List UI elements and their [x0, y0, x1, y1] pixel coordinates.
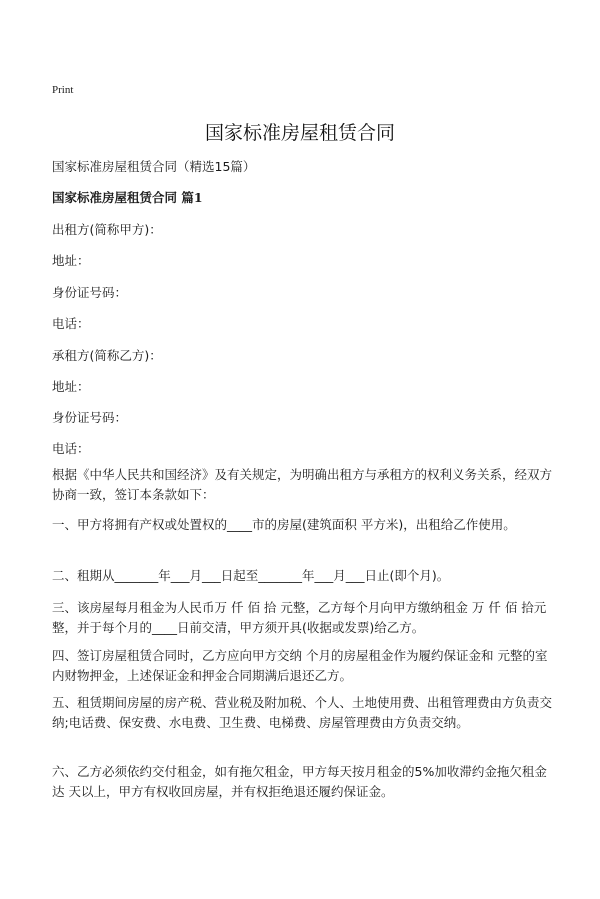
section-heading: 国家标准房屋租赁合同 篇1: [52, 190, 203, 205]
field-lessor-phone: 电话：: [52, 316, 90, 331]
field-lessor: 出租方(简称甲方)：: [52, 222, 162, 237]
field-lessor-id: 身份证号码：: [52, 285, 128, 300]
field-lessee: 承租方(简称乙方)：: [52, 348, 162, 363]
paragraph-clause-4: 四、签订房屋租赁合同时，乙方应向甲方交纳 个月的房屋租金作为履约保证金和 元整的室内财物押金，上述保证金和押金合同期满后退还乙方。: [52, 648, 548, 683]
document-subtitle: 国家标准房屋租赁合同（精选15篇）: [52, 159, 256, 174]
document-title: 国家标准房屋租赁合同: [204, 122, 395, 144]
print-link[interactable]: Print: [52, 84, 74, 96]
field-lessee-address: 地址：: [52, 379, 90, 394]
paragraph-clause-5: 五、租赁期间房屋的房产税、营业税及附加税、个人、土地使用费、出租管理费由方负责交纳;电话费、保安费、水电费、卫生费、电梯费、房屋管理费由方负责交纳。: [52, 695, 553, 730]
field-lessee-phone: 电话：: [52, 441, 90, 456]
paragraph-clause-3: 三、该房屋每月租金为人民币万 仟 佰 拾 元整，乙方每个月向甲方缴纳租金 万 仟 佰 拾元整，并于每个月的____日前交清，甲方须开具(收据或发票)给乙方。: [52, 600, 547, 635]
paragraph-clause-2: 二、租期从_______年___月___日起至_______年___月___日止(即个月)。: [52, 568, 450, 583]
field-lessee-id: 身份证号码：: [52, 410, 128, 425]
paragraph-clause-1: 一、甲方将拥有产权或处置权的____市的房屋(建筑面积 平方米)，出租给乙作使用。: [52, 517, 516, 532]
field-lessor-address: 地址：: [52, 253, 90, 268]
paragraph-preamble: 根据《中华人民共和国经济》及有关规定，为明确出租方与承租方的权利义务关系，经双方协商一致，签订本条款如下：: [52, 467, 553, 502]
paragraph-clause-6: 六、乙方必须依约交付租金，如有拖欠租金，甲方每天按月租金的5%加收滞约金拖欠租金达 天以上，甲方有权收回房屋，并有权拒绝退还履约保证金。: [52, 764, 547, 799]
